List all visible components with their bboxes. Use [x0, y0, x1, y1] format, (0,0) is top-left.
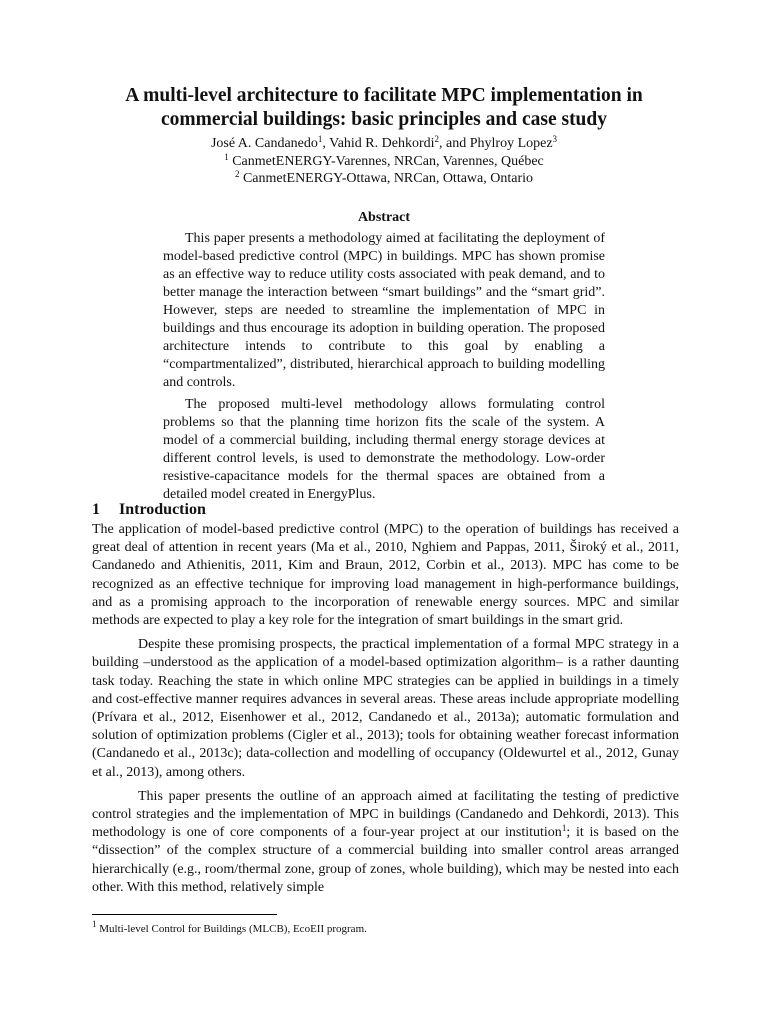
paper-title [60, 84, 708, 132]
body-paragraph-2: Despite these promising prospects, the practical implementation of a formal MPC strategy in a building –understood as the application of a model-based optimization algorithm– is a rather daunting task today. Reaching the state in which online MPC strategies can be applied in buildings in a timely and cost-effective manner requires advances in several areas. These areas include appropriate modelling (Prívara et al., 2012, Eisenhower et al., 2012, Candanedo et al., 2013a); automatic formulation and solution of optimization problems (Cigler et al., 2013); tools for obtaining weather forecast information (Candanedo et al., 2013c); data-collection and modelling of occupancy (Oldewurtel et al., 2012, Gunay et al., 2013), among others. [92, 637, 679, 780]
section-heading [92, 500, 206, 520]
title-line-1: A multi-level architecture to facilitate MPC implementation in [125, 85, 643, 106]
body-paragraph-3-part-1: This paper presents the outline of an approach aimed at facilitating the testing of predictive control strategies and the implementation of MPC in buildings (Candanedo and Dehkordi, 2013). This methodology is one of core components of a four-year project at our institution [92, 788, 679, 841]
footnote-mark: 1 [92, 919, 97, 929]
author-2-affiliation-mark: 2 [434, 134, 440, 144]
affiliation-1-mark: 1 [224, 151, 229, 162]
body-paragraph-3 [92, 788, 679, 897]
author-1-affiliation-mark: 1 [317, 134, 323, 144]
abstract-paragraph-2: The proposed multi-level methodology allows formulating control problems so that the planning time horizon fits the scale of the system. A model of a commercial building, including thermal energy storage devices at different control levels, is used to demonstrate the methodology. Low-order resistive-capacitance models for the thermal spaces are obtained from a detailed model created in EnergyPlus. [163, 397, 605, 502]
author-1: José A. Candanedo [210, 136, 318, 151]
author-line [60, 135, 708, 153]
footnote-text: Multi-level Control for Buildings (MLCB), EcoEII program. [96, 923, 367, 935]
footnote-reference-mark: 1 [561, 823, 567, 834]
affiliation-2 [60, 170, 708, 188]
section-title: Introduction [119, 501, 206, 518]
title-line-2: commercial buildings: basic principles and case study [160, 109, 607, 130]
abstract-paragraph-1: This paper presents a methodology aimed at facilitating the deployment of model-based predictive control (MPC) in buildings. MPC has shown promise as an effective way to reduce utility costs associated with peak demand, and to better manage the interaction between “smart buildings” and the “smart grid”. However, steps are needed to streamline the implementation of MPC in buildings and thus encourage its adoption in building operation. The proposed architecture intends to contribute to this goal by enabling a “compartmentalized”, distributed, hierarchical approach to building modelling and controls. [163, 231, 605, 390]
section-number: 1 [92, 501, 100, 518]
affiliation-1-text: CanmetENERGY-Varennes, NRCan, Varennes, Québec [228, 153, 544, 169]
footnote [92, 919, 367, 936]
author-block [60, 135, 708, 188]
affiliation-1 [60, 153, 708, 171]
abstract-body [163, 230, 605, 508]
author-2: , Vahid R. Dehkordi [322, 136, 435, 151]
author-3: , and Phylroy Lopez [439, 136, 553, 151]
footnote-divider [92, 914, 277, 915]
author-3-affiliation-mark: 3 [552, 134, 558, 144]
abstract-heading: Abstract [357, 210, 411, 225]
affiliation-2-mark: 2 [234, 169, 240, 179]
body-paragraph-1: The application of model-based predictive control (MPC) to the operation of buildings has received a great deal of attention in recent years (Ma et al., 2010, Nghiem and Pappas, 2011, Široký et al., 2011, Candanedo and Athienitis, 2011, Kim and Braun, 2012, Corbin et al., 2013). MPC has come to be recognized as an effective technique for improving load management in high-performance buildings, and as a promising approach to the incorporation of renewable energy sources. MPC and similar methods are expected to play a key role for the integration of smart buildings in the smart grid. [92, 522, 679, 629]
body-paragraph-3-part-2: ; it is based on the “dissection” of the complex structure of a commercial building into smaller control areas arranged hierarchically (e.g., room/thermal zone, group of zones, whole building), which may be nested into each other. With this method, relatively simple [92, 825, 679, 895]
affiliation-2-text: CanmetENERGY-Ottawa, NRCan, Ottawa, Ontario [239, 171, 534, 186]
introduction-body [92, 521, 679, 903]
